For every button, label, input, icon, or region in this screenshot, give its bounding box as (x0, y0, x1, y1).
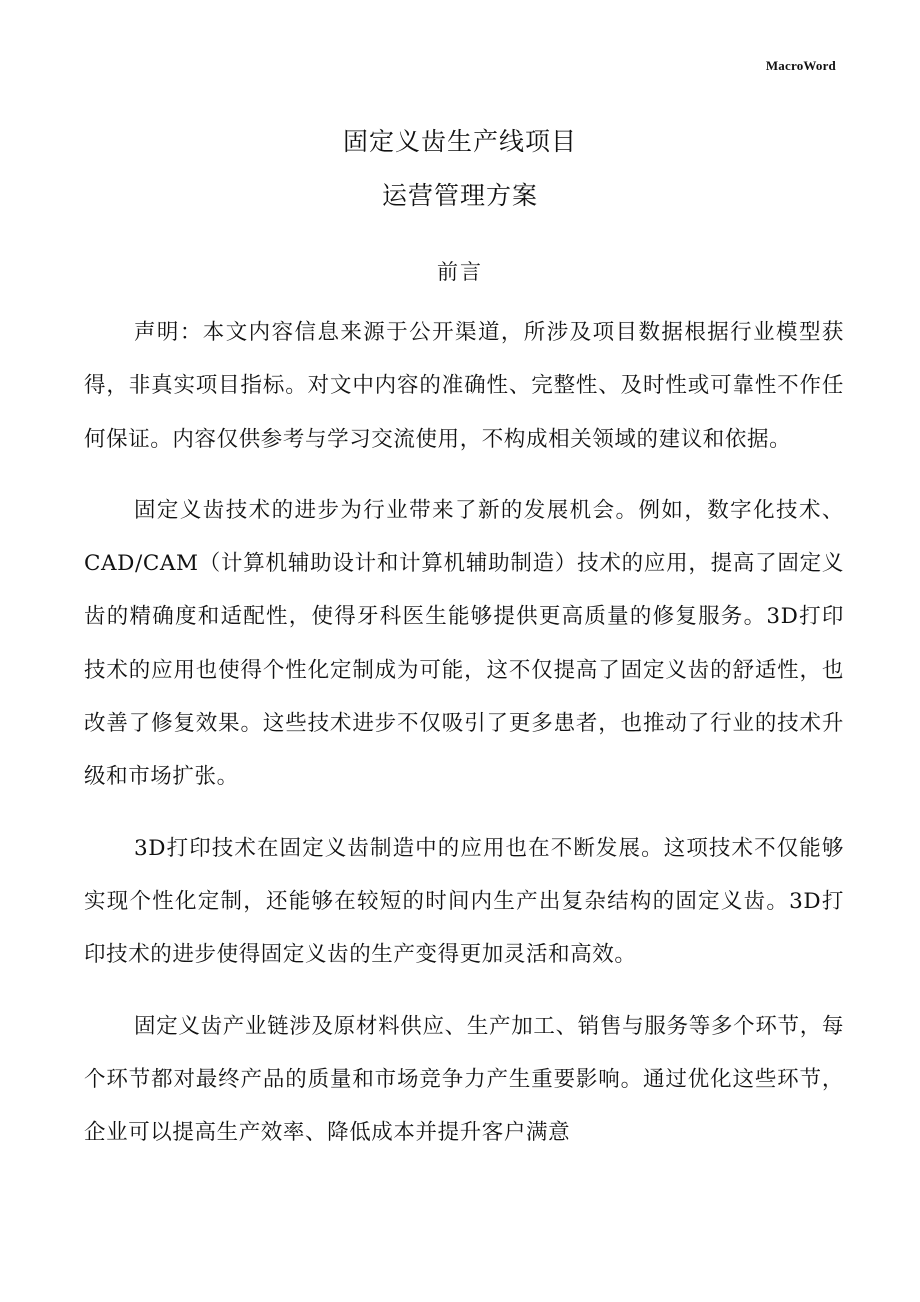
document-title-line2: 运营管理方案 (381, 181, 538, 210)
paragraph-disclaimer: 声明：本文内容信息来源于公开渠道，所涉及项目数据根据行业模型获得，非真实项目指标。对文中内容的准确性、完整性、及时性或可靠性不作任何保证。内容仅供参考与学习交流使用，不构成相关领域的建议和依据。 (84, 320, 844, 452)
paragraph-3d-printing: 3D打印技术在固定义齿制造中的应用也在不断发展。这项技术不仅能够实现个性化定制，还能够在较短的时间内生产出复杂结构的固定义齿。3D打印技术的进步使得固定义齿的生产变得更加灵活和高效。 (84, 835, 844, 968)
section-heading-preface: 前言 (437, 260, 483, 284)
paragraph-industry-chain: 固定义齿产业链涉及原材料供应、生产加工、销售与服务等多个环节，每个环节都对最终产品的质量和市场竞争力产生重要影响。通过优化这些环节，企业可以提高生产效率、降低成本并提升客户满意 (84, 1013, 844, 1146)
paragraph-tech-progress: 固定义齿技术的进步为行业带来了新的发展机会。例如，数字化技术、CAD/CAM（计算机辅助设计和计算机辅助制造）技术的应用，提高了固定义齿的精确度和适配性，使得牙科医生能够提供更高质量的修复服务。3D打印技术的应用也使得个性化定制成为可能，这不仅提高了固定义齿的舒适性，也改善了修复效果。这些技术进步不仅吸引了更多患者，也推动了行业的技术升级和市场扩张。 (84, 497, 844, 790)
header-brand: MacroWord (765, 58, 836, 73)
document-title-line1: 固定义齿生产线项目 (342, 127, 577, 156)
document-body (84, 306, 844, 1177)
